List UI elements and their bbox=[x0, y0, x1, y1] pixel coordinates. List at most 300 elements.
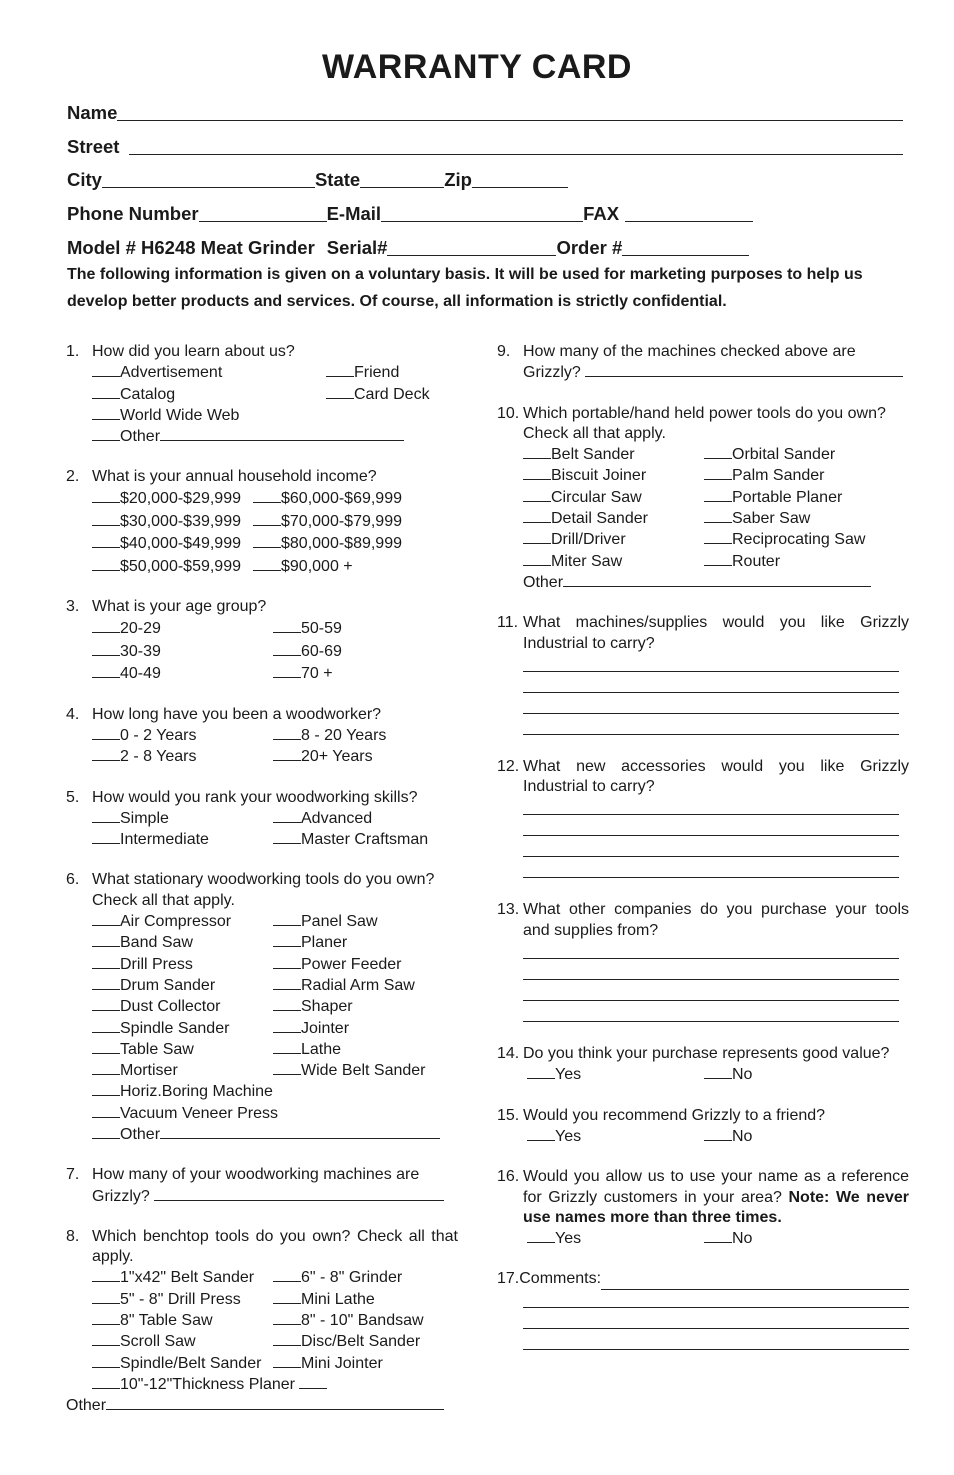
state-label: State bbox=[314, 169, 361, 190]
check-blank[interactable] bbox=[92, 1060, 120, 1075]
option-benchtop[interactable] bbox=[273, 1289, 458, 1310]
option-label: Yes bbox=[555, 1230, 582, 1248]
option-tool[interactable] bbox=[92, 1018, 273, 1039]
option-label: 1"x42" Belt Sander bbox=[120, 1269, 255, 1287]
option-hand-tool[interactable] bbox=[704, 465, 909, 486]
option-label: Disc/Belt Sander bbox=[301, 1333, 421, 1351]
comments-line[interactable] bbox=[523, 1290, 909, 1308]
option-label: 8" - 10" Bandsaw bbox=[301, 1312, 424, 1330]
check-blank[interactable] bbox=[92, 663, 120, 678]
option-tool[interactable] bbox=[92, 1081, 458, 1102]
check-blank[interactable] bbox=[704, 444, 732, 459]
check-blank[interactable] bbox=[273, 725, 301, 740]
option-label: Power Feeder bbox=[301, 955, 402, 973]
question-4 bbox=[66, 705, 458, 768]
option-tool[interactable] bbox=[92, 932, 273, 953]
check-blank[interactable] bbox=[273, 996, 301, 1011]
option-income[interactable] bbox=[92, 556, 253, 577]
option-label: Wide Belt Sander bbox=[301, 1062, 426, 1080]
option-other[interactable] bbox=[523, 572, 909, 593]
check-blank[interactable] bbox=[523, 551, 551, 566]
answer-line[interactable] bbox=[523, 696, 899, 714]
question-8 bbox=[66, 1227, 458, 1417]
option-label: Shaper bbox=[301, 998, 353, 1016]
check-blank[interactable] bbox=[92, 405, 120, 420]
check-blank[interactable] bbox=[92, 1267, 120, 1282]
question-number: 15. bbox=[497, 1106, 520, 1124]
fax-line[interactable] bbox=[625, 203, 753, 222]
question-text: What new accessories would you like Grizzly Industrial to carry? bbox=[523, 757, 909, 796]
question-number: 16. bbox=[497, 1168, 520, 1186]
state-line[interactable] bbox=[360, 169, 444, 188]
question-number: 5. bbox=[66, 788, 80, 806]
question-10 bbox=[497, 404, 909, 594]
question-3 bbox=[66, 597, 458, 684]
question-number: 1. bbox=[66, 343, 80, 360]
option-hand-tool[interactable] bbox=[523, 444, 704, 465]
check-blank[interactable] bbox=[523, 465, 551, 480]
option-label: Other bbox=[523, 573, 564, 591]
option-tool[interactable] bbox=[92, 1103, 458, 1124]
check-blank[interactable] bbox=[273, 808, 301, 823]
zip-field[interactable] bbox=[444, 169, 568, 191]
option-other[interactable] bbox=[66, 1395, 458, 1416]
option-no[interactable] bbox=[704, 1126, 909, 1147]
answer-line[interactable] bbox=[523, 983, 899, 1001]
question-16 bbox=[497, 1167, 909, 1249]
option-hand-tool[interactable] bbox=[523, 465, 704, 486]
question-number: 3. bbox=[66, 598, 80, 616]
question-15 bbox=[497, 1106, 909, 1148]
option-tool[interactable] bbox=[273, 954, 458, 975]
option-label: Jointer bbox=[301, 1019, 350, 1037]
option-income[interactable] bbox=[92, 511, 253, 532]
check-blank[interactable] bbox=[92, 1353, 120, 1368]
check-blank[interactable] bbox=[92, 641, 120, 656]
city-field[interactable] bbox=[67, 169, 315, 191]
option-age[interactable] bbox=[92, 618, 273, 639]
check-blank[interactable] bbox=[92, 488, 120, 503]
option-income[interactable] bbox=[253, 556, 458, 577]
option-income[interactable] bbox=[253, 533, 458, 554]
question-number: 11. bbox=[497, 614, 519, 632]
check-blank[interactable] bbox=[523, 444, 551, 459]
option-label: $60,000-$69,999 bbox=[281, 489, 402, 507]
option-label: Drill Press bbox=[120, 955, 193, 973]
check-blank[interactable] bbox=[253, 556, 281, 571]
check-blank[interactable] bbox=[92, 996, 120, 1011]
answer-line[interactable] bbox=[523, 797, 899, 815]
email-line[interactable] bbox=[381, 203, 583, 222]
question-text: Which benchtop tools do you own? Check all that apply. bbox=[92, 1227, 458, 1266]
check-blank[interactable] bbox=[92, 829, 120, 844]
option-tool[interactable] bbox=[92, 911, 273, 932]
question-number: 9. bbox=[497, 343, 511, 360]
option-years[interactable] bbox=[273, 746, 458, 767]
option-label: Advertisement bbox=[120, 364, 223, 382]
option-label: Horiz.Boring Machine bbox=[120, 1083, 273, 1101]
option-no[interactable] bbox=[704, 1228, 909, 1249]
question-text-continued: Grizzly? bbox=[92, 1187, 150, 1205]
answer-line[interactable] bbox=[523, 1004, 899, 1022]
check-blank[interactable] bbox=[92, 426, 120, 441]
option-label: Catalog bbox=[120, 385, 176, 403]
check-blank[interactable] bbox=[704, 1064, 732, 1079]
check-blank[interactable] bbox=[92, 1374, 120, 1389]
option-tool[interactable] bbox=[273, 975, 458, 996]
phone-field[interactable] bbox=[67, 203, 327, 225]
option-hand-tool[interactable] bbox=[704, 551, 909, 572]
check-blank[interactable] bbox=[299, 1374, 327, 1389]
option-years[interactable] bbox=[92, 725, 273, 746]
check-blank[interactable] bbox=[92, 1081, 120, 1096]
question-text: How did you learn about us? bbox=[92, 343, 295, 360]
question-number: 6. bbox=[66, 871, 80, 889]
check-blank[interactable] bbox=[253, 488, 281, 503]
check-blank[interactable] bbox=[273, 1289, 301, 1304]
option-label: $50,000-$59,999 bbox=[120, 558, 241, 576]
option-tool[interactable] bbox=[273, 996, 458, 1017]
name-field[interactable] bbox=[67, 102, 903, 124]
check-blank[interactable] bbox=[92, 808, 120, 823]
check-blank[interactable] bbox=[326, 362, 354, 377]
answer-line[interactable] bbox=[154, 1186, 444, 1201]
zip-line[interactable] bbox=[472, 169, 568, 188]
check-blank[interactable] bbox=[92, 511, 120, 526]
option-label: $20,000-$29,999 bbox=[120, 489, 241, 507]
check-blank[interactable] bbox=[92, 1103, 120, 1118]
check-blank[interactable] bbox=[527, 1228, 555, 1243]
option-tool[interactable] bbox=[273, 1018, 458, 1039]
check-blank[interactable] bbox=[273, 1331, 301, 1346]
question-text: Would you recommend Grizzly to a friend? bbox=[523, 1106, 826, 1124]
comments-line[interactable] bbox=[601, 1275, 909, 1290]
check-blank[interactable] bbox=[273, 1039, 301, 1054]
check-blank[interactable] bbox=[527, 1126, 555, 1141]
option-label: 40-49 bbox=[120, 665, 161, 683]
check-blank[interactable] bbox=[273, 746, 301, 761]
option-label: 8 - 20 Years bbox=[301, 726, 387, 744]
check-blank[interactable] bbox=[704, 465, 732, 480]
answer-line[interactable] bbox=[523, 654, 899, 672]
check-blank[interactable] bbox=[523, 487, 551, 502]
option-skill[interactable] bbox=[273, 829, 458, 850]
option-label: Other bbox=[120, 428, 161, 446]
option-income[interactable] bbox=[253, 488, 458, 509]
option-hand-tool[interactable] bbox=[704, 444, 909, 465]
question-14 bbox=[497, 1044, 909, 1086]
option-label: 20+ Years bbox=[301, 748, 373, 766]
option-hand-tool[interactable] bbox=[523, 529, 704, 550]
street-field[interactable] bbox=[67, 136, 903, 158]
check-blank[interactable] bbox=[92, 1018, 120, 1033]
option-hand-tool[interactable] bbox=[704, 487, 909, 508]
city-row bbox=[67, 167, 568, 191]
check-blank[interactable] bbox=[253, 511, 281, 526]
option-world-wide-web[interactable] bbox=[92, 405, 326, 426]
check-blank[interactable] bbox=[92, 618, 120, 633]
option-label: Yes bbox=[555, 1066, 582, 1084]
option-label: Radial Arm Saw bbox=[301, 976, 415, 994]
question-text: What is your age group? bbox=[92, 598, 267, 616]
option-skill[interactable] bbox=[92, 829, 273, 850]
option-tool[interactable] bbox=[273, 1060, 458, 1081]
option-tool[interactable] bbox=[273, 1039, 458, 1060]
question-text: What stationary woodworking tools do you own? Check all that apply. bbox=[92, 871, 435, 909]
option-label: Router bbox=[732, 552, 781, 570]
option-hand-tool[interactable] bbox=[704, 529, 909, 550]
option-age[interactable] bbox=[273, 663, 458, 684]
phone-line[interactable] bbox=[199, 203, 327, 222]
other-line[interactable] bbox=[160, 1124, 440, 1139]
option-card-deck[interactable] bbox=[326, 384, 458, 405]
question-number: 7. bbox=[66, 1166, 80, 1184]
option-skill[interactable] bbox=[273, 808, 458, 829]
option-label: 2 - 8 Years bbox=[120, 748, 197, 766]
other-line[interactable] bbox=[160, 426, 404, 441]
option-label: No bbox=[732, 1066, 753, 1084]
option-tool[interactable] bbox=[92, 975, 273, 996]
check-blank[interactable] bbox=[92, 975, 120, 990]
answer-line[interactable] bbox=[523, 839, 899, 857]
option-yes[interactable] bbox=[527, 1064, 704, 1085]
street-label: Street bbox=[67, 136, 120, 157]
option-no[interactable] bbox=[704, 1064, 909, 1085]
comments-line[interactable] bbox=[523, 1311, 909, 1329]
answer-line[interactable] bbox=[523, 941, 899, 959]
option-skill[interactable] bbox=[92, 808, 273, 829]
option-age[interactable] bbox=[92, 663, 273, 684]
option-yes[interactable] bbox=[527, 1126, 704, 1147]
check-blank[interactable] bbox=[273, 1353, 301, 1368]
answer-line[interactable] bbox=[523, 962, 899, 980]
option-label: Detail Sander bbox=[551, 510, 648, 528]
email-field[interactable] bbox=[327, 203, 583, 225]
option-label: Planer bbox=[301, 934, 348, 952]
option-advertisement[interactable] bbox=[92, 362, 326, 383]
check-blank[interactable] bbox=[92, 556, 120, 571]
option-label: Band Saw bbox=[120, 934, 193, 952]
street-line[interactable] bbox=[129, 136, 903, 155]
option-tool[interactable] bbox=[92, 954, 273, 975]
question-text: What is your annual household income? bbox=[92, 468, 377, 486]
option-benchtop[interactable] bbox=[273, 1267, 458, 1288]
serial-label: Serial# bbox=[326, 237, 388, 258]
option-benchtop[interactable] bbox=[92, 1331, 273, 1352]
option-label: Other bbox=[66, 1397, 107, 1415]
option-hand-tool[interactable] bbox=[523, 551, 704, 572]
order-field[interactable] bbox=[556, 237, 749, 259]
option-other[interactable] bbox=[92, 1124, 458, 1145]
option-tool[interactable] bbox=[92, 996, 273, 1017]
check-blank[interactable] bbox=[273, 829, 301, 844]
question-number: 12. bbox=[497, 757, 520, 775]
answer-line[interactable] bbox=[523, 717, 899, 735]
option-label: Circular Saw bbox=[551, 488, 642, 506]
option-tool[interactable] bbox=[273, 932, 458, 953]
answer-line[interactable] bbox=[523, 818, 899, 836]
check-blank[interactable] bbox=[92, 954, 120, 969]
option-label: Biscuit Joiner bbox=[551, 467, 647, 485]
check-blank[interactable] bbox=[523, 529, 551, 544]
check-blank[interactable] bbox=[92, 362, 120, 377]
option-label: Intermediate bbox=[120, 831, 209, 849]
option-label: 30-39 bbox=[120, 642, 161, 660]
option-income[interactable] bbox=[92, 488, 253, 509]
option-hand-tool[interactable] bbox=[523, 487, 704, 508]
option-benchtop[interactable] bbox=[273, 1353, 458, 1374]
option-yes[interactable] bbox=[527, 1228, 704, 1249]
check-blank[interactable] bbox=[92, 932, 120, 947]
name-row bbox=[67, 100, 903, 124]
option-years[interactable] bbox=[92, 746, 273, 767]
left-column bbox=[66, 342, 458, 1417]
check-blank[interactable] bbox=[92, 1039, 120, 1054]
check-blank[interactable] bbox=[273, 1018, 301, 1033]
option-benchtop[interactable] bbox=[92, 1267, 273, 1288]
check-blank[interactable] bbox=[92, 1289, 120, 1304]
check-blank[interactable] bbox=[527, 1064, 555, 1079]
option-label: Drill/Driver bbox=[551, 531, 626, 549]
option-hand-tool[interactable] bbox=[704, 508, 909, 529]
option-income[interactable] bbox=[253, 511, 458, 532]
check-blank[interactable] bbox=[273, 911, 301, 926]
option-label: Friend bbox=[354, 364, 400, 382]
serial-line[interactable] bbox=[387, 237, 556, 256]
check-blank[interactable] bbox=[704, 508, 732, 523]
city-line[interactable] bbox=[102, 169, 315, 188]
check-blank[interactable] bbox=[704, 529, 732, 544]
option-benchtop[interactable] bbox=[92, 1353, 273, 1374]
check-blank[interactable] bbox=[523, 508, 551, 523]
model-label: Model # H6248 Meat Grinder bbox=[67, 237, 315, 258]
question-2 bbox=[66, 467, 458, 577]
fax-label: FAX bbox=[583, 203, 620, 224]
option-tool[interactable] bbox=[92, 1060, 273, 1081]
question-text: Would you allow us to use your name as a reference for Grizzly customers in your area? bbox=[523, 1168, 909, 1206]
option-label: 5" - 8" Drill Press bbox=[120, 1290, 241, 1308]
question-number: 14. bbox=[497, 1045, 520, 1063]
check-blank[interactable] bbox=[704, 1126, 732, 1141]
check-blank[interactable] bbox=[326, 384, 354, 399]
option-label: Mini Lathe bbox=[301, 1290, 375, 1308]
option-label: Panel Saw bbox=[301, 913, 378, 931]
question-number: 13. bbox=[497, 901, 520, 919]
name-label: Name bbox=[67, 102, 118, 123]
option-benchtop[interactable] bbox=[273, 1331, 458, 1352]
other-line[interactable] bbox=[563, 572, 871, 587]
option-benchtop[interactable] bbox=[92, 1289, 273, 1310]
question-text-continued: Grizzly? bbox=[523, 364, 581, 382]
option-age[interactable] bbox=[92, 641, 273, 662]
option-age[interactable] bbox=[273, 618, 458, 639]
option-label: 10"-12"Thickness Planer bbox=[120, 1375, 295, 1393]
check-blank[interactable] bbox=[92, 533, 120, 548]
option-hand-tool[interactable] bbox=[523, 508, 704, 529]
state-field[interactable] bbox=[315, 169, 444, 191]
option-tool[interactable] bbox=[273, 911, 458, 932]
check-blank[interactable] bbox=[273, 641, 301, 656]
check-blank[interactable] bbox=[273, 975, 301, 990]
check-blank[interactable] bbox=[704, 487, 732, 502]
check-blank[interactable] bbox=[273, 954, 301, 969]
option-label: Yes bbox=[555, 1127, 582, 1145]
question-note: Note: We never use names more than three times. bbox=[523, 1188, 909, 1226]
zip-label: Zip bbox=[444, 169, 472, 190]
check-blank[interactable] bbox=[92, 1331, 120, 1346]
answer-line[interactable] bbox=[585, 362, 903, 377]
option-label: Spindle/Belt Sander bbox=[120, 1354, 262, 1372]
check-blank[interactable] bbox=[273, 663, 301, 678]
order-line[interactable] bbox=[622, 237, 749, 256]
check-blank[interactable] bbox=[273, 1060, 301, 1075]
check-blank[interactable] bbox=[704, 1228, 732, 1243]
check-blank[interactable] bbox=[273, 1310, 301, 1325]
option-benchtop[interactable] bbox=[92, 1374, 458, 1395]
option-label: Miter Saw bbox=[551, 552, 623, 570]
option-tool[interactable] bbox=[92, 1039, 273, 1060]
option-other[interactable] bbox=[92, 426, 458, 447]
voluntary-info-note: The following information is given on a voluntary basis. It will be used for marketing purposes to help us develop better products and services. Of course, all information is strictly confidential. bbox=[67, 266, 863, 310]
check-blank[interactable] bbox=[253, 533, 281, 548]
check-blank[interactable] bbox=[273, 932, 301, 947]
check-blank[interactable] bbox=[92, 384, 120, 399]
option-label: Orbital Sander bbox=[732, 446, 836, 464]
option-label: Vacuum Veneer Press bbox=[120, 1104, 279, 1122]
question-12 bbox=[497, 757, 909, 879]
option-catalog[interactable] bbox=[92, 384, 326, 405]
option-label: $30,000-$39,999 bbox=[120, 512, 241, 530]
street-row bbox=[67, 134, 903, 158]
name-line[interactable] bbox=[117, 102, 903, 121]
question-6 bbox=[66, 870, 458, 1145]
comments-line[interactable] bbox=[523, 1332, 909, 1350]
phone-row bbox=[67, 201, 753, 225]
option-label: $70,000-$79,999 bbox=[281, 512, 402, 530]
check-blank[interactable] bbox=[273, 1267, 301, 1282]
option-label: $40,000-$49,999 bbox=[120, 535, 241, 553]
check-blank[interactable] bbox=[704, 551, 732, 566]
check-blank[interactable] bbox=[92, 746, 120, 761]
option-label: Advanced bbox=[301, 809, 373, 827]
option-income[interactable] bbox=[92, 533, 253, 554]
answer-line[interactable] bbox=[523, 675, 899, 693]
city-label: City bbox=[67, 169, 102, 190]
serial-field[interactable] bbox=[327, 237, 557, 259]
option-years[interactable] bbox=[273, 725, 458, 746]
option-label: $90,000 + bbox=[281, 558, 353, 576]
check-blank[interactable] bbox=[92, 911, 120, 926]
option-label: Mini Jointer bbox=[301, 1354, 383, 1372]
other-line[interactable] bbox=[106, 1395, 444, 1410]
question-text: How many of your woodworking machines are bbox=[92, 1166, 420, 1184]
check-blank[interactable] bbox=[92, 1124, 120, 1139]
question-text: What other companies do you purchase your tools and supplies from? bbox=[523, 901, 909, 939]
check-blank[interactable] bbox=[273, 618, 301, 633]
fax-field[interactable] bbox=[583, 203, 753, 225]
option-age[interactable] bbox=[273, 641, 458, 662]
answer-line[interactable] bbox=[523, 860, 899, 878]
option-friend[interactable] bbox=[326, 362, 458, 383]
option-benchtop[interactable] bbox=[92, 1310, 273, 1331]
check-blank[interactable] bbox=[92, 725, 120, 740]
option-label: Dust Collector bbox=[120, 998, 221, 1016]
model-row bbox=[67, 235, 749, 259]
option-benchtop[interactable] bbox=[273, 1310, 458, 1331]
option-label: 8" Table Saw bbox=[120, 1312, 213, 1330]
check-blank[interactable] bbox=[92, 1310, 120, 1325]
option-label: Card Deck bbox=[354, 385, 430, 403]
